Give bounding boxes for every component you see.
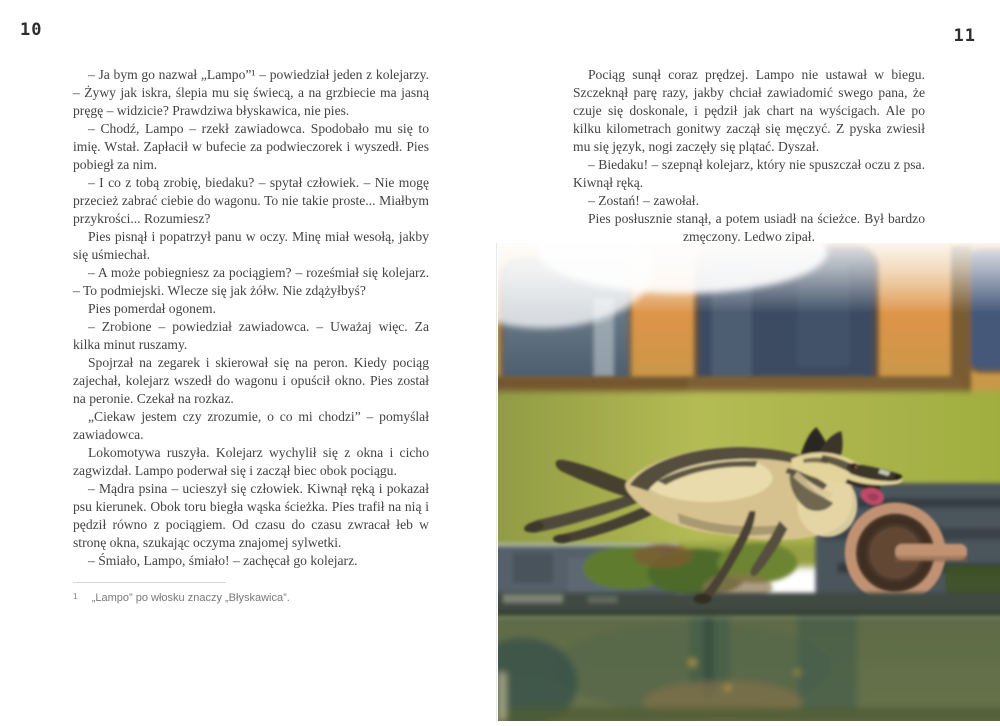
footnote-marker: 1 — [73, 591, 78, 601]
paragraph: „Ciekaw jestem czy zrozumie, o co mi chodzi” – pomyślał zawiadowca. — [73, 409, 429, 442]
footnote-rule — [73, 582, 226, 583]
paragraph: – Biedaku! – szepnął kolejarz, który nie spuszczał oczu z psa. Kiwnął ręką. — [573, 157, 925, 190]
page-number-left: 10 — [20, 20, 43, 40]
paragraph: Spojrzał na zegarek i skierował się na peron. Kiedy pociąg zajechał, kolejarz wszedł do wagonu i opuścił okno. Pies został na peronie. Czekał na rozkaz. — [73, 355, 429, 406]
page-number-right: 11 — [953, 26, 976, 46]
left-page-text — [73, 66, 429, 570]
paragraph: Pies pomerdał ogonem. — [88, 301, 216, 316]
paragraph: – I co z tobą zrobię, biedaku? – spytał człowiek. – Nie mogę przecież zabrać ciebie do wagonu. To nie takie proste... Miałbym przykrości... Rozumiesz? — [73, 175, 429, 226]
footnote-text: „Lampo” po włosku znaczy „Błyskawica”. — [91, 592, 290, 604]
paragraph: – Chodź, Lampo – rzekł zawiadowca. Spodobało mu się to imię. Wstał. Zapłacił w bufecie za podwieczorek i wyszedł. Pies pobiegł za nim. — [73, 121, 429, 172]
paragraph: – Śmiało, Lampo, śmiało! – zachęcał go kolejarz. — [88, 553, 358, 568]
page-gutter — [496, 243, 497, 721]
watercolor-illustration — [498, 243, 1000, 721]
paragraph: Lokomotywa ruszyła. Kolejarz wychylił się z okna i cicho zagwizdał. Lampo poderwał się i zaczął biec obok pociągu. — [73, 445, 429, 478]
paragraph: Pies pisnął i popatrzył panu w oczy. Minę miał wesołą, jakby się uśmiechał. — [73, 229, 429, 262]
paragraph: – Mądra psina – ucieszył się człowiek. Kiwnął ręką i pokazał psu kierunek. Obok toru biegła wąska ścieżka. Pies trafił na nią i pędził równo z pociągiem. Od czasu do czasu zwracał łeb w stronę okna, szukając oczyma znajomej sylwetki. — [73, 481, 429, 550]
right-page-text — [573, 66, 925, 246]
paragraph: – Ja bym go nazwał „Lampo”¹ – powiedział jeden z kolejarzy. – Żywy jak iskra, ślepia mu się świecą, a na grzbiecie ma jasną pręgę – widzicie? Prawdziwa błyskawica, nie pies. — [73, 67, 429, 118]
paragraph: – Zrobione – powiedział zawiadowca. – Uważaj więc. Za kilka minut ruszamy. — [73, 319, 429, 352]
paragraph: Pociąg sunął coraz prędzej. Lampo nie ustawał w biegu. Szczeknął parę razy, jakby chciał zawiadomić swego pana, że czuje się doskonale, i pędził jak chart na wyścigach. Ale po kilku kilometrach gonitwy zaczął się męczyć. Z pyska zwiesił mu się język, nogi zaczęły się plątać. Dyszał. — [573, 67, 925, 154]
water-foreground — [498, 615, 1000, 721]
paragraph: – A może pobiegniesz za pociągiem? – roześmiał się kolejarz. – To podmiejski. Wlecze się jak żółw. Nie zdążyłbyś? — [73, 265, 429, 298]
dog-train-illustration — [498, 243, 1000, 721]
paragraph: – Zostań! – zawołał. — [588, 193, 699, 208]
paragraph: Pies posłusznie stanął, a potem usiadł na ścieżce. Był bardzo zmęczony. Ledwo zipał. — [588, 211, 925, 244]
footnote — [73, 582, 403, 604]
